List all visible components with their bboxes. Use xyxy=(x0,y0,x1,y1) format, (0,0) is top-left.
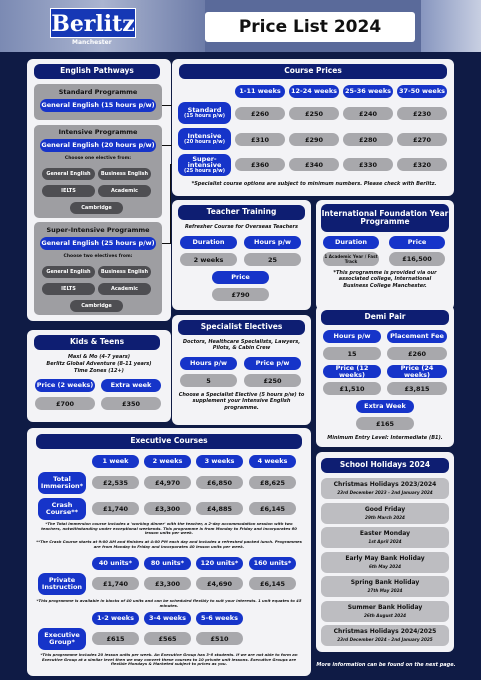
electives-price-label: Price p/w xyxy=(244,357,301,370)
exec-unit-col: 160 units* xyxy=(249,557,296,570)
exec-unit-col: 120 units* xyxy=(196,557,243,570)
intensive-option: Cambridge xyxy=(70,202,123,214)
demi-pair-title: Demi Pair xyxy=(321,310,449,325)
exec-crash-price: £6,145 xyxy=(249,502,296,515)
course-price-cell: £230 xyxy=(397,107,447,120)
electives-hours-label: Hours p/w xyxy=(180,357,237,370)
demi-hours-label: Hours p/w xyxy=(323,330,381,343)
course-col-header: 1-11 weeks xyxy=(235,85,285,98)
row-label-text: Standard xyxy=(187,105,222,114)
foundation-duration-value: 1 Academic Year / Fast Track xyxy=(324,254,378,264)
standard-programme-title: Standard Programme xyxy=(58,88,138,96)
holiday-item xyxy=(321,601,449,622)
row-sublabel-text: (15 hours p/w) xyxy=(183,112,226,119)
demi-price24-value: £3,815 xyxy=(387,382,447,395)
holiday-date: 6th May 2024 xyxy=(368,563,402,569)
header-banner xyxy=(0,0,481,52)
course-col-header: 37-50 weeks xyxy=(397,85,447,98)
exec-note-4: *This programme includes 20 lesson units per week. An Executive Group has 3-6 students. If we are not able to form an Executive Group at a similar level then we may convert these courses to 10 private unit lessons. Executive Groups are flexible Mondays & Marketed subject to prices as you. xyxy=(40,652,298,667)
exec-week-col: 2 weeks xyxy=(144,455,191,468)
exec-group-col: 5-6 weeks xyxy=(196,612,243,625)
kids-line-2: Berlitz Global Adventure (8-11 years) xyxy=(46,361,152,367)
teacher-training-title: Teacher Training xyxy=(178,205,305,220)
intensive-hours-pill: General English (20 hours p/w) xyxy=(40,139,156,152)
holiday-date: 23rd December 2024 - 2nd January 2025 xyxy=(337,637,433,642)
connector-line xyxy=(170,164,171,244)
holiday-item xyxy=(321,527,449,548)
exec-group-price: £510 xyxy=(196,632,243,645)
super-option: General English xyxy=(42,266,95,278)
exec-note-1: *The Total Immersion course includes a 'working dinner' with the teacher, a 2-day accommodation session with two teachers, notwithstanding under exceptional weekends. This programme is from Monday to Friday and incorporates 60 lesson units per week. xyxy=(41,521,297,536)
holiday-name: Christmas Holidays 2024/2025 xyxy=(333,628,437,635)
course-price-cell: £260 xyxy=(235,107,285,120)
intensive-option: General English xyxy=(42,168,95,180)
exec-group-col: 3-4 weeks xyxy=(144,612,191,625)
foundation-price-value: £16,500 xyxy=(389,252,445,266)
electives-price-value: £250 xyxy=(244,374,301,387)
holidays-footer: More information can be found on the next page. xyxy=(316,662,456,668)
exec-crash-price: £3,300 xyxy=(144,502,191,515)
exec-group-price: £615 xyxy=(92,632,139,645)
course-price-cell: £360 xyxy=(235,158,285,171)
demi-fee-label: Placement Fee xyxy=(387,330,447,343)
row-label-text: Super-intensive xyxy=(187,154,222,170)
holiday-name: Good Friday xyxy=(364,505,406,513)
super-hours-pill: General English (25 hours p/w) xyxy=(40,237,156,250)
foundation-duration-label: Duration xyxy=(323,236,379,249)
electives-hours-value: 5 xyxy=(180,374,237,387)
holiday-date: 29th March 2024 xyxy=(365,514,405,520)
course-row-label xyxy=(178,154,231,176)
electives-subtitle: Doctors, Healthcare Specialists, Lawyers, Pilots, & Cabin Crew xyxy=(182,339,301,352)
intensive-programme-title: Intensive Programme xyxy=(58,128,138,136)
holiday-name: Early May Bank Holiday xyxy=(345,554,425,562)
course-prices-title: Course Prices xyxy=(179,64,447,79)
demi-price12-value: £1,510 xyxy=(323,382,381,395)
row-label-text: Intensive xyxy=(187,131,222,140)
kids-line-1: Maxi & Mo (4-7 years) xyxy=(67,354,131,360)
super-choose-text: Choose two electives from: xyxy=(63,254,133,259)
exec-group-label: Executive Group* xyxy=(38,628,86,650)
row-sublabel-text: (20 hours p/w) xyxy=(183,138,226,145)
connector-line xyxy=(162,243,170,244)
exec-note-2: **The Crash Course starts at 9:00 AM and finishes at 4:00 PM each day and includes a refreshed packed lunch. Programmes are from Monday to Friday and incorporates 40 lesson units per week. xyxy=(36,539,302,549)
demi-fee-value: £260 xyxy=(387,347,447,360)
course-col-header: 12-24 weeks xyxy=(289,85,339,98)
kids-line-3: Time Zones (12+) xyxy=(74,368,124,374)
exec-private-price: £1,740 xyxy=(92,577,139,590)
demi-hours-value: 15 xyxy=(323,347,381,360)
kids-price-value: £700 xyxy=(35,397,95,410)
course-price-cell: £270 xyxy=(397,133,447,146)
exec-total-price: £6,850 xyxy=(196,476,243,489)
exec-crash-price: £1,740 xyxy=(92,502,139,515)
exec-week-col: 3 weeks xyxy=(196,455,243,468)
holiday-item xyxy=(321,478,449,499)
course-col-header: 25-36 weeks xyxy=(343,85,393,98)
holiday-date: 23rd December 2023 - 2nd January 2024 xyxy=(337,490,433,495)
demi-extra-label: Extra Week xyxy=(356,400,414,413)
holiday-name: Spring Bank Holiday xyxy=(350,579,420,586)
teacher-price-label: Price xyxy=(212,271,269,284)
teacher-duration-label: Duration xyxy=(180,236,237,249)
course-price-cell: £280 xyxy=(343,133,393,146)
logo-location: Manchester xyxy=(72,39,112,46)
exec-group-price: £565 xyxy=(144,632,191,645)
super-intensive-title: Super-Intensive Programme xyxy=(46,226,150,234)
foundation-price-label: Price xyxy=(389,236,445,249)
exec-private-price: £6,145 xyxy=(249,577,296,590)
exec-group-col: 1-2 weeks xyxy=(92,612,139,625)
holiday-item xyxy=(321,576,449,597)
intensive-option: Business English xyxy=(98,168,151,180)
foundation-title: International Foundation Year Programme xyxy=(321,204,449,232)
demi-price24-label: Price (24 weeks) xyxy=(387,365,447,378)
demi-extra-value: £165 xyxy=(356,417,414,430)
exec-total-price: £2,535 xyxy=(92,476,139,489)
berlitz-logo: Berlitz xyxy=(50,8,136,38)
demi-price12-label: Price (12 weeks) xyxy=(323,365,381,378)
holiday-date: 26th August 2024 xyxy=(363,612,407,618)
teacher-subtitle: Refresher Course for Overseas Teachers xyxy=(185,224,298,230)
exec-private-price: £3,300 xyxy=(144,577,191,590)
exec-crash-price: £4,885 xyxy=(196,502,243,515)
course-price-cell: £310 xyxy=(235,133,285,146)
teacher-duration-value: 2 weeks xyxy=(180,253,237,266)
teacher-hours-label: Hours p/w xyxy=(244,236,301,249)
intensive-option: Academic xyxy=(98,185,151,197)
course-price-cell: £320 xyxy=(397,158,447,171)
header-photo-right xyxy=(421,0,481,52)
exec-week-col: 4 weeks xyxy=(249,455,296,468)
course-row-label xyxy=(178,128,231,150)
exec-total-price: £8,625 xyxy=(249,476,296,489)
holiday-name: Easter Monday xyxy=(359,530,411,537)
exec-unit-col: 80 units* xyxy=(144,557,191,570)
course-price-cell: £330 xyxy=(343,158,393,171)
specialist-electives-title: Specialist Electives xyxy=(178,320,305,335)
school-holidays-title: School Holidays 2024 xyxy=(321,458,449,473)
course-price-cell: £250 xyxy=(289,107,339,120)
course-row-label xyxy=(178,102,231,124)
page-title: Price List 2024 xyxy=(205,12,415,42)
teacher-price-value: £790 xyxy=(212,288,269,301)
course-price-cell: £240 xyxy=(343,107,393,120)
exec-total-price: £4,970 xyxy=(144,476,191,489)
holiday-name: Christmas Holidays 2023/2024 xyxy=(333,481,437,488)
english-pathways-title: English Pathways xyxy=(34,64,160,79)
executive-courses-title: Executive Courses xyxy=(36,434,302,449)
course-price-cell: £290 xyxy=(289,133,339,146)
holiday-date: 1st April 2024 xyxy=(368,539,402,544)
holiday-item xyxy=(321,503,449,524)
super-option: Business English xyxy=(98,266,151,278)
course-prices-note: *Specialist course options are subject to minimum numbers. Please check with Berlitz. xyxy=(191,181,437,187)
holiday-item xyxy=(321,625,449,646)
holiday-name: Summer Bank Holiday xyxy=(347,603,423,611)
standard-hours-pill: General English (15 hours p/w) xyxy=(40,99,156,112)
super-option: Academic xyxy=(98,283,151,295)
exec-note-3: *This programme is available in blocks of 40 units and can be scheduled flexibly to suit your interests. 1 unit equates to 45 minutes. xyxy=(36,598,302,608)
kids-teens-title: Kids & Teens xyxy=(34,335,160,350)
kids-extra-value: £350 xyxy=(101,397,161,410)
intensive-option: IELTS xyxy=(42,185,95,197)
kids-extra-label: Extra week xyxy=(101,379,161,392)
super-option: IELTS xyxy=(42,283,95,295)
intensive-choose-text: Choose one elective from: xyxy=(64,156,132,161)
course-price-cell: £340 xyxy=(289,158,339,171)
demi-note: Minimum Entry Level: Intermediate (B1). xyxy=(327,435,443,441)
exec-private-price: £4,690 xyxy=(196,577,243,590)
holiday-item xyxy=(321,552,449,573)
super-option: Cambridge xyxy=(70,300,123,312)
foundation-note: *This programme is provided via our associated college, International Business College Manchester. xyxy=(333,270,437,289)
exec-private-label: Private Instruction xyxy=(38,573,86,595)
kids-price-label: Price (2 weeks) xyxy=(35,379,95,392)
row-sublabel-text: (25 hours p/w) xyxy=(183,168,226,175)
exec-total-label: Total Immersion* xyxy=(38,472,86,494)
exec-crash-label: Crash Course** xyxy=(38,498,86,520)
holiday-date: 27th May 2024 xyxy=(367,588,403,593)
exec-unit-col: 40 units* xyxy=(92,557,139,570)
exec-week-col: 1 week xyxy=(92,455,139,468)
electives-note: Choose a Specialist Elective (5 hours p/w) to supplement your Intensive English programme. xyxy=(178,392,305,411)
teacher-hours-value: 25 xyxy=(244,253,301,266)
